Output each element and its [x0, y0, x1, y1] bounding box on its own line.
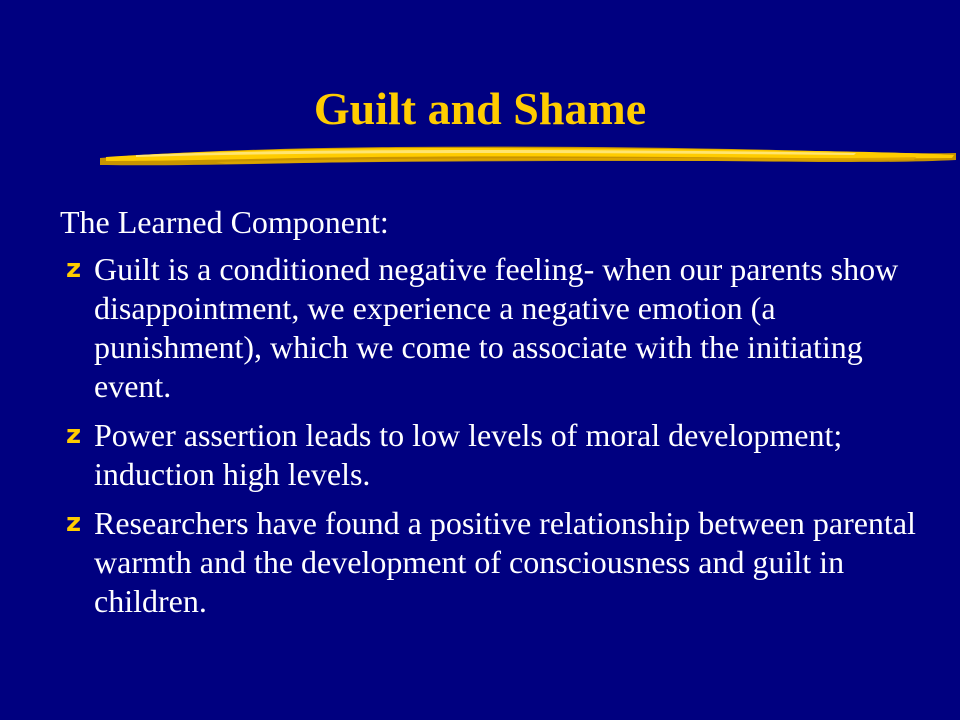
bullet-marker-icon: z	[66, 254, 82, 284]
bullet-text: Researchers have found a positive relationship between parental warmth and the development of consciousness and guilt in children.	[94, 505, 916, 619]
slide-title: Guilt and Shame	[313, 83, 647, 134]
bullet-text: Power assertion leads to low levels of moral development; induction high levels.	[94, 417, 843, 492]
bullet-marker-icon: z	[66, 420, 82, 450]
bullet-item	[60, 250, 920, 406]
bullet-text: Guilt is a conditioned negative feeling- when our parents show disappointment, we experience a negative emotion (a punishment), which we come to associate with the initiating event.	[94, 251, 899, 404]
subheading: The Learned Component:	[60, 204, 389, 240]
brush-stroke-divider	[96, 138, 960, 174]
bullet-item	[60, 504, 920, 621]
slide-body	[60, 203, 920, 631]
bullet-item	[60, 416, 920, 494]
bullet-marker-icon: z	[66, 508, 82, 538]
